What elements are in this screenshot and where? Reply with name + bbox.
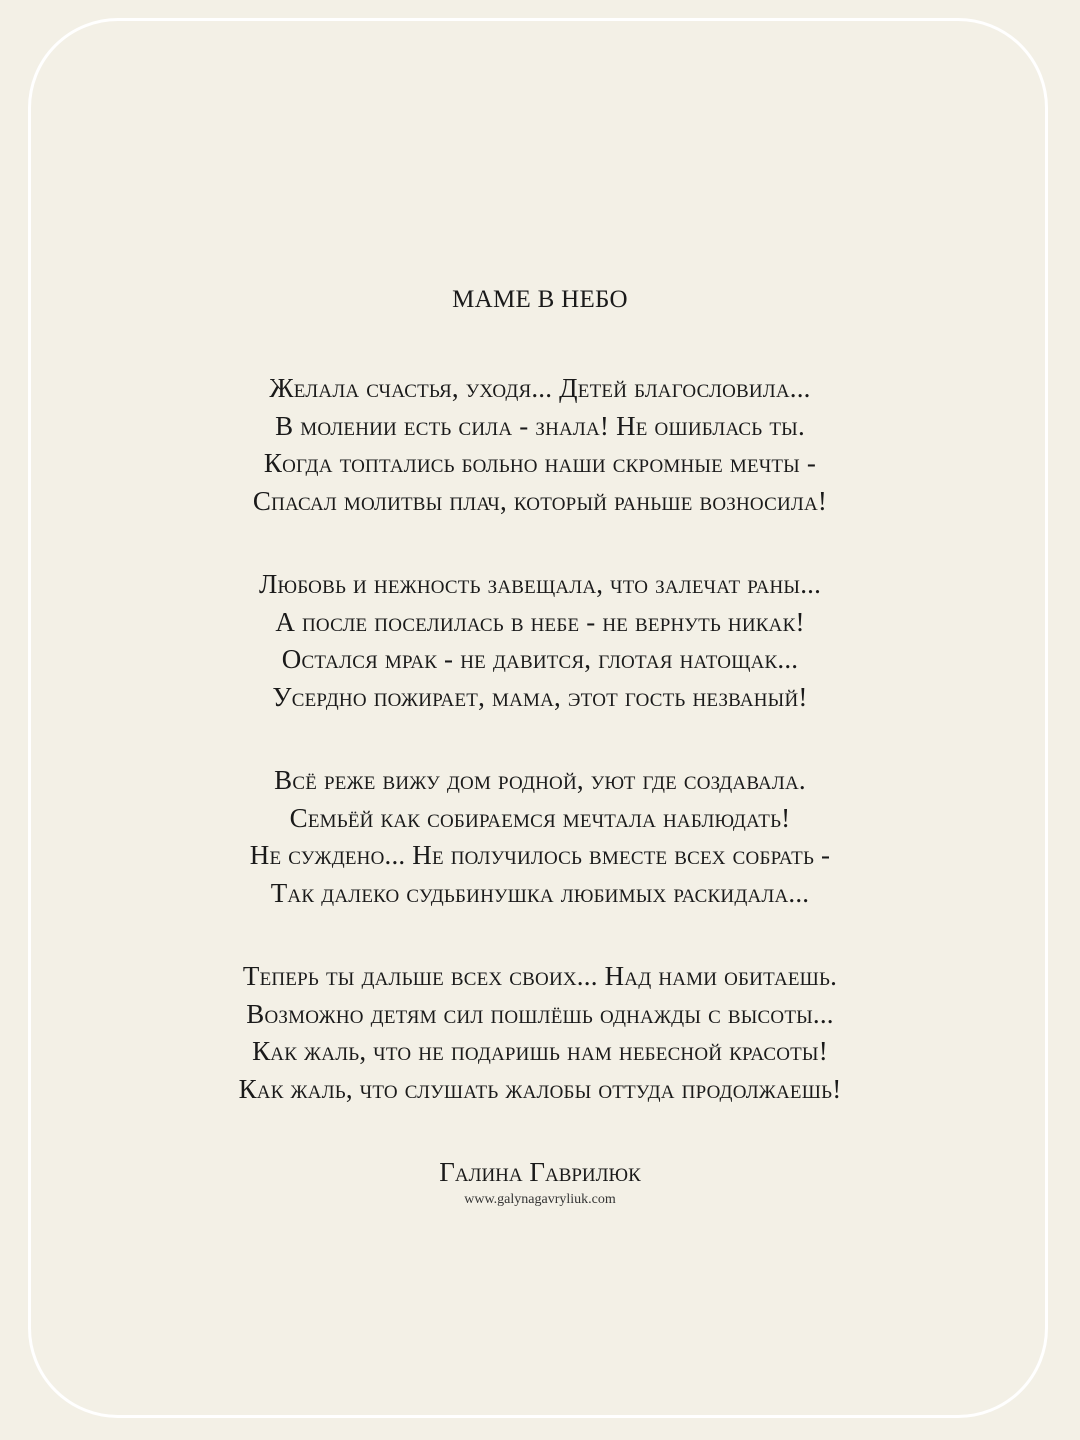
poem-line: Желала счастья, уходя... Детей благословила... — [269, 373, 811, 403]
poem-line: Теперь ты дальше всех своих... Над нами обитаешь. — [242, 961, 838, 991]
poem-line: Не суждено... Не получилось вместе всех собрать - — [249, 840, 831, 870]
poem-line: Семьёй как собираемся мечтала наблюдать! — [289, 802, 791, 833]
poem-line: А после поселилась в небе - не вернуть никак! — [275, 606, 805, 637]
poem-line: Усердно пожирает, мама, этот гость незваный! — [272, 681, 808, 712]
poem-line: Как жаль, что не подаришь нам небесной красоты! — [252, 1036, 828, 1066]
poem-line: Любовь и нежность завещала, что залечат раны... — [258, 569, 822, 599]
stanza-1 — [0, 370, 1080, 520]
poem-line: В молении есть сила - знала! Не ошиблась ты. — [275, 410, 805, 441]
poem-line: Как жаль, что слушать жалобы оттуда продолжаешь! — [238, 1073, 842, 1104]
poem-line: Спасал молитвы плач, который раньше возносила! — [252, 485, 828, 516]
stanza-3 — [0, 762, 1080, 912]
poem-title: МАМЕ В НЕБО — [452, 286, 628, 313]
poem-line: Когда топтались больно наши скромные мечты - — [263, 448, 817, 478]
poem-line: Так далеко судьбинушка любимых раскидала... — [270, 877, 810, 908]
poem-line: Всё реже вижу дом родной, уют где создавала. — [274, 765, 806, 795]
stanza-4 — [0, 958, 1080, 1108]
author-name: Галина Гаврилюк — [439, 1157, 641, 1187]
author-website: www.galynagavryliuk.com — [464, 1192, 616, 1207]
poem-line: Возможно детям сил пошлёшь однажды с высоты... — [246, 998, 834, 1029]
poem — [0, 280, 1080, 1210]
poem-line: Остался мрак - не давится, глотая натощак... — [281, 644, 799, 674]
stanza-2 — [0, 566, 1080, 716]
